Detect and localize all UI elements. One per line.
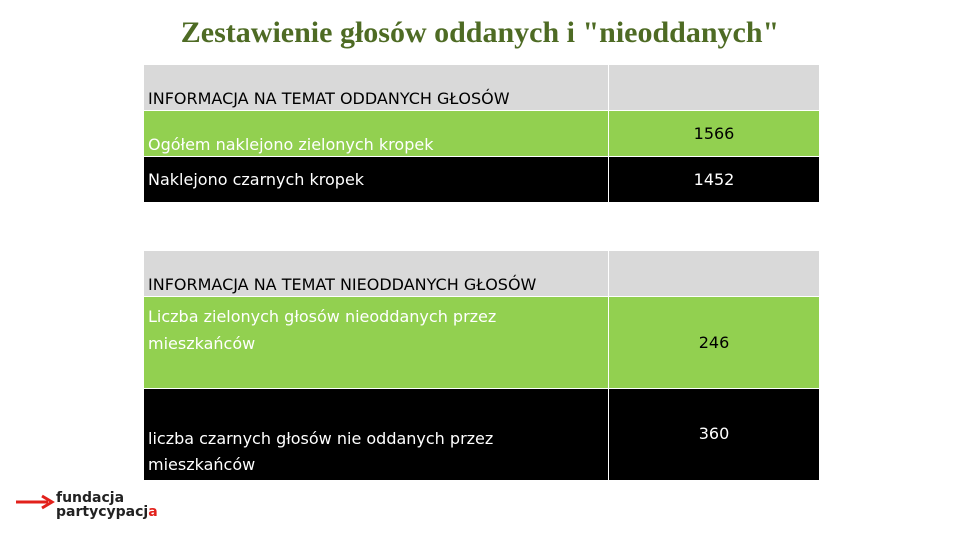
table-header-value <box>609 65 820 111</box>
row-value-green-uncast: 246 <box>609 297 820 389</box>
table-row <box>144 111 820 157</box>
fundacja-partycypacja-logo <box>14 488 174 524</box>
row-value-green-dots: 1566 <box>609 111 820 157</box>
uncast-votes-table <box>143 250 820 481</box>
table-header-row <box>144 65 820 111</box>
page-title: Zestawienie głosów oddanych i "nieoddanych" <box>180 16 780 49</box>
row-label-black-uncast: liczba czarnych głosów nie oddanych przez mieszkańców <box>144 389 609 481</box>
logo-line2-accent: a <box>148 504 158 520</box>
cast-votes-table <box>143 64 820 203</box>
arrow-icon <box>14 492 58 512</box>
row-value-black-dots: 1452 <box>609 157 820 203</box>
row-label-black-dots: Naklejono czarnych kropek <box>144 157 609 203</box>
table-header: INFORMACJA NA TEMAT NIEODDANYCH GŁOSÓW <box>144 251 609 297</box>
table-header-value <box>609 251 820 297</box>
table-header: INFORMACJA NA TEMAT ODDANYCH GŁOSÓW <box>144 65 609 111</box>
table-row <box>144 389 820 481</box>
row-label-green-uncast: Liczba zielonych głosów nieoddanych przez mieszkańców <box>144 297 609 389</box>
logo-line1: fundacja <box>56 490 125 506</box>
row-label-green-dots: Ogółem naklejono zielonych kropek <box>144 111 609 157</box>
logo-line2 <box>56 504 158 520</box>
table-header-row <box>144 251 820 297</box>
table-row <box>144 157 820 203</box>
table-row <box>144 297 820 389</box>
row-value-black-uncast: 360 <box>609 389 820 481</box>
logo-line2-main: partycypacj <box>56 504 149 520</box>
